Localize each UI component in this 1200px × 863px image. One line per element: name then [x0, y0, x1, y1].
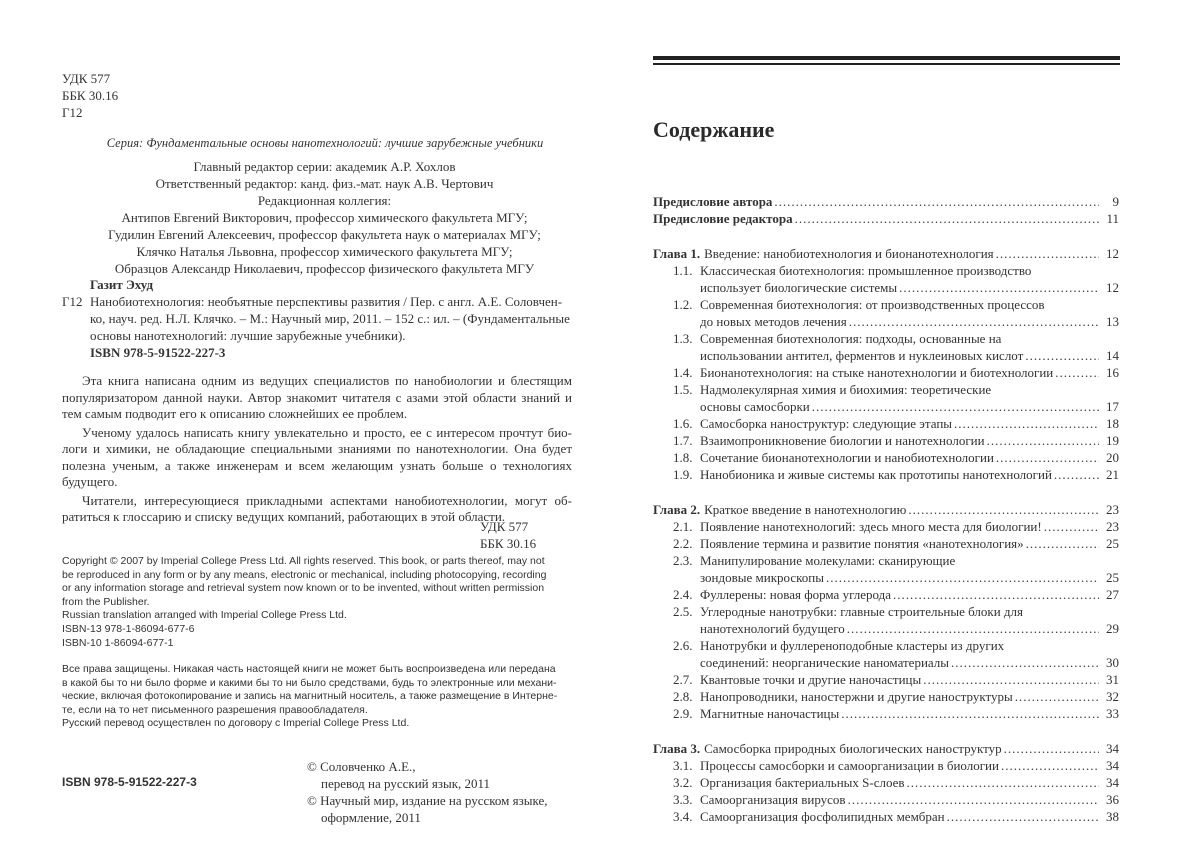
toc-leader-dots: [908, 501, 1099, 518]
toc-label: Взаимопроникновение биологии и нанотехнологии: [700, 433, 985, 448]
toc-label: Нанотрубки и фуллереноподобные кластеры из других: [700, 638, 1005, 653]
toc-preface[interactable]: [653, 193, 1119, 210]
toc-page-number: 9: [1112, 194, 1119, 209]
toc-number: 1.9.: [673, 467, 693, 482]
header-rule: [653, 56, 1120, 60]
toc-label: нанотехнологий будущего: [700, 621, 845, 636]
toc-number: 1.5.: [673, 382, 693, 397]
toc-entry[interactable]: [653, 466, 1119, 483]
toc-page-number: 34: [1106, 758, 1119, 773]
toc-page-number: 20: [1106, 450, 1119, 465]
toc-entry[interactable]: [653, 552, 1119, 569]
toc-entry[interactable]: [653, 774, 1119, 791]
udk-block: [62, 70, 118, 121]
toc-entry[interactable]: [653, 671, 1119, 688]
author-mark: Г12: [62, 105, 83, 120]
holder-line: © Соловченко А.Е.,: [307, 759, 416, 774]
toc-page-number: 25: [1106, 536, 1119, 551]
editor-line: Ответственный редактор: канд. физ.-мат. наук А.В. Чертович: [155, 176, 494, 191]
toc-entry[interactable]: [653, 603, 1119, 620]
copyright-notice: [62, 555, 572, 650]
toc-entry[interactable]: [653, 262, 1119, 279]
toc-label: Нанобионика и живые системы как прототипы нанотехнологий: [700, 467, 1052, 482]
toc-label: Углеродные нанотрубки: главные строительные блоки для: [700, 604, 1024, 619]
toc-leader-dots: [899, 279, 1099, 296]
toc-label: Современная биотехнология: от производственных процессов: [700, 297, 1045, 312]
editor-line: Антипов Евгений Викторович, профессор химического факультета МГУ;: [121, 210, 528, 225]
toc-leader-dots: [812, 398, 1099, 415]
toc-leader-dots: [1015, 688, 1099, 705]
toc-page-number: 34: [1106, 775, 1119, 790]
editor-line: Клячко Наталья Львовна, профессор химического факультета МГУ;: [136, 244, 513, 259]
rights-notice: [62, 663, 572, 731]
rights-line: ческие, включая фотокопирование и запись на магнитный носитель, а также размещение в Интерне-: [62, 690, 558, 703]
toc-label: Организация бактериальных S-слоев: [700, 775, 905, 790]
editor-line: Редакционная коллегия:: [257, 193, 392, 208]
toc-label: Классическая биотехнология: промышленное производство: [700, 263, 1032, 278]
toc-leader-dots: [996, 245, 1099, 262]
toc-entry[interactable]: [653, 347, 1119, 364]
toc-label: Бионанотехнология: на стыке нанотехнологии и биотехнологии: [700, 365, 1054, 380]
toc-page-number: 16: [1106, 365, 1119, 380]
toc-page-number: 38: [1106, 809, 1119, 824]
toc-number: Глава 1.: [653, 246, 701, 261]
rights-line: Русский перевод осуществлен по договору с Imperial College Press Ltd.: [62, 717, 410, 730]
editorial-board: [62, 158, 587, 277]
toc-number: 1.8.: [673, 450, 693, 465]
toc-number: 2.3.: [673, 553, 693, 568]
toc-entry[interactable]: [653, 518, 1119, 535]
toc-page-number: 33: [1106, 706, 1119, 721]
toc-label: использует биологические системы: [700, 280, 898, 295]
toc-label: Сочетание бионанотехнологии и нанобиотехнологии: [700, 450, 994, 465]
toc-entry[interactable]: [653, 535, 1119, 552]
toc-entry[interactable]: [653, 791, 1119, 808]
biblio-line: основы нанотехнологий: лучшие зарубежные учебники).: [90, 328, 406, 343]
toc-leader-dots: [1025, 347, 1099, 364]
toc-number: 1.1.: [673, 263, 693, 278]
rights-line: Все права защищены. Никакая часть настоящей книги не может быть воспроизведена или передана: [62, 663, 556, 675]
rights-line: в какой бы то ни было форме и какими бы то ни было средствами, будь то электронные или механи-: [62, 676, 557, 689]
toc-number: 1.2.: [673, 297, 693, 312]
holder-line: © Научный мир, издание на русском языке,: [307, 793, 548, 808]
toc-leader-dots: [893, 586, 1099, 603]
toc-label: Надмолекулярная химия и биохимия: теоретические: [700, 382, 992, 397]
toc-leader-dots: [954, 415, 1099, 432]
toc-page-number: 18: [1106, 416, 1119, 431]
toc-label: Магнитные наночастицы: [700, 706, 840, 721]
toc-entry[interactable]: [653, 637, 1119, 654]
toc-label: Появление нанотехнологий: здесь много места для биологии!: [700, 519, 1042, 534]
holder-line: перевод на русский язык, 2011: [321, 776, 491, 791]
toc-chapter[interactable]: [653, 740, 1119, 757]
toc-page-number: 23: [1106, 519, 1119, 534]
toc-page-number: 29: [1106, 621, 1119, 636]
toc-number: 3.3.: [673, 792, 693, 807]
toc-leader-dots: [849, 313, 1099, 330]
toc-entry[interactable]: [653, 620, 1119, 637]
toc-page-number: 34: [1106, 741, 1119, 756]
toc-page-number: 14: [1106, 348, 1119, 363]
editor-line: Гудилин Евгений Алексеевич, профессор факультета наук о материалах МГУ;: [108, 227, 541, 242]
toc-number: 3.4.: [673, 809, 693, 824]
toc-label: Самоорганизация вирусов: [700, 792, 846, 807]
toc-number: 1.6.: [673, 416, 693, 431]
toc-label: зондовые микроскопы: [700, 570, 824, 585]
toc-leader-dots: [907, 774, 1099, 791]
toc-label: Процессы самосборки и самоорганизации в биологии: [700, 758, 999, 773]
toc-number: 2.1.: [673, 519, 693, 534]
udk-right-block: [480, 518, 536, 552]
toc-entry[interactable]: [653, 808, 1119, 825]
toc-page-number: 36: [1106, 792, 1119, 807]
toc-entry[interactable]: [653, 279, 1119, 296]
toc-number: 2.5.: [673, 604, 693, 619]
holder-line: оформление, 2011: [321, 810, 421, 825]
series-title: Серия: Фундаментальные основы нанотехнологий: лучшие зарубежные учебники: [106, 136, 544, 150]
toc-page-number: 11: [1106, 211, 1119, 226]
toc-gap: [653, 722, 1119, 740]
toc-leader-dots: [826, 569, 1099, 586]
toc-leader-dots: [1044, 518, 1099, 535]
toc-number: 2.4.: [673, 587, 693, 602]
toc-preface[interactable]: [653, 210, 1119, 227]
toc-page-number: 19: [1106, 433, 1119, 448]
toc-gap: [653, 483, 1119, 501]
toc-leader-dots: [987, 432, 1099, 449]
editor-line: Образцов Александр Николаевич, профессор физического факультета МГУ: [114, 261, 535, 276]
toc-entry[interactable]: [653, 654, 1119, 671]
toc-leader-dots: [1001, 757, 1099, 774]
toc-entry[interactable]: [653, 330, 1119, 347]
toc-label: соединений: неорганические наноматериалы: [700, 655, 950, 670]
annotation-paragraph: Читатели, интересующиеся прикладными аспектами нанобиотехнологии, могут об-ратиться к глоссарию и списку ведущих компаний, работающих в этой области.: [62, 492, 572, 524]
toc-leader-dots: [774, 193, 1099, 210]
toc-number: 1.7.: [673, 433, 693, 448]
toc-label: Квантовые точки и другие наночастицы: [700, 672, 922, 687]
toc-chapter[interactable]: [653, 245, 1119, 262]
toc-entry[interactable]: [653, 757, 1119, 774]
toc-chapter[interactable]: [653, 501, 1119, 518]
right-page: [600, 0, 1200, 863]
toc-label: Введение: нанобиотехнология и бионанотехнология: [704, 246, 994, 261]
copyright-line: be reproduced in any form or by any means, electronic or mechanical, including photocopying, recording: [62, 568, 547, 581]
toc-entry[interactable]: [653, 586, 1119, 603]
copyright-line: ISBN-10 1-86094-677-1: [62, 636, 174, 649]
toc-label: Самосборка наноструктур: следующие этапы: [700, 416, 953, 431]
toc-page-number: 17: [1106, 399, 1119, 414]
bbk-line: ББК 30.16: [480, 536, 537, 551]
toc-entry[interactable]: [653, 415, 1119, 432]
editor-line: Главный редактор серии: академик А.Р. Хохлов: [193, 159, 456, 174]
toc-entry[interactable]: [653, 313, 1119, 330]
toc-number: 2.6.: [673, 638, 693, 653]
toc-number: 2.2.: [673, 536, 693, 551]
biblio-line: Нанобиотехнология: необъятные перспективы развития / Пер. с англ. А.Е. Соловчен-: [90, 294, 563, 309]
toc-page-number: 31: [1106, 672, 1119, 687]
toc-label: Самосборка природных биологических наноструктур: [704, 741, 1002, 756]
toc-label: Нанопроводники, наностержни и другие наноструктуры: [700, 689, 1013, 704]
table-of-contents: [653, 193, 1119, 825]
toc-number: Глава 3.: [653, 741, 701, 756]
udk-line: УДК 577: [480, 519, 529, 534]
toc-entry[interactable]: [653, 688, 1119, 705]
toc-leader-dots: [947, 808, 1099, 825]
toc-label: Современная биотехнология: подходы, основанные на: [700, 331, 1002, 346]
bbk-line: ББК 30.16: [62, 88, 119, 103]
copyright-line: or any information storage and retrieval system now known or to be invented, without written permission: [62, 582, 545, 595]
toc-entry[interactable]: [653, 449, 1119, 466]
udk-line: УДК 577: [62, 71, 111, 86]
toc-label: основы самосборки: [700, 399, 810, 414]
toc-leader-dots: [841, 705, 1099, 722]
toc-number: Глава 2.: [653, 502, 701, 517]
toc-page-number: 27: [1106, 587, 1119, 602]
copyright-line: from the Publisher.: [62, 595, 150, 608]
isbn-bottom: ISBN 978-5-91522-227-3: [62, 775, 197, 789]
bibliographic-entry: [62, 276, 572, 361]
toc-leader-dots: [1055, 364, 1099, 381]
toc-leader-dots: [1026, 535, 1099, 552]
toc-gap: [653, 227, 1119, 245]
toc-number: 2.9.: [673, 706, 693, 721]
toc-entry[interactable]: [653, 381, 1119, 398]
toc-page-number: 23: [1106, 502, 1119, 517]
toc-number: 1.4.: [673, 365, 693, 380]
toc-leader-dots: [795, 210, 1099, 227]
toc-number: 3.1.: [673, 758, 693, 773]
toc-page-number: 32: [1106, 689, 1119, 704]
rights-line: те, если на то нет письменного разрешения правообладателя.: [62, 703, 368, 716]
toc-page-number: 12: [1106, 280, 1119, 295]
toc-page-number: 21: [1106, 467, 1119, 482]
toc-leader-dots: [848, 791, 1099, 808]
toc-leader-dots: [923, 671, 1099, 688]
toc-label: Фуллерены: новая форма углерода: [700, 587, 892, 602]
isbn: ISBN 978-5-91522-227-3: [90, 345, 226, 360]
copyright-line: Russian translation arranged with Imperial College Press Ltd.: [62, 609, 347, 622]
toc-label: до новых методов лечения: [700, 314, 847, 329]
copyright-line: ISBN-13 978-1-86094-677-6: [62, 622, 195, 635]
toc-label: Самоорганизация фосфолипидных мембран: [700, 809, 945, 824]
copyright-line: Copyright © 2007 by Imperial College Press Ltd. All rights reserved. This book, or parts thereof, may not: [62, 555, 545, 567]
toc-number: 1.3.: [673, 331, 693, 346]
header-rule-thin: [653, 63, 1120, 65]
annotation-paragraph: Ученому удалось написать книгу увлекательно и просто, ее с интересом прочтут био-логи и химики, не обладающие специальными знаниями по нанотехнологии. Она будет полезна ученым, а также инженерам и всем желающим узнать больше о технологиях будущего.: [62, 424, 572, 489]
toc-leader-dots: [951, 654, 1099, 671]
biblio-code: Г12: [62, 294, 83, 309]
toc-leader-dots: [996, 449, 1099, 466]
toc-label: Появление термина и развитие понятия «нанотехнология»: [700, 536, 1024, 551]
toc-number: 3.2.: [673, 775, 693, 790]
toc-entry[interactable]: [653, 432, 1119, 449]
toc-leader-dots: [847, 620, 1099, 637]
toc-page-number: 12: [1106, 246, 1119, 261]
copyright-holders: [307, 758, 548, 826]
biblio-line: ко, науч. ред. Н.Л. Клячко. – М.: Научный мир, 2011. – 152 с.: ил. – (Фундаментальные: [90, 311, 570, 326]
toc-label: Манипулирование молекулами: сканирующие: [700, 553, 956, 568]
annotation-paragraph: Эта книга написана одним из ведущих специалистов по нанобиологии и блестящим популяризатором данной науки. Автор знакомит читателя с азами этой области знаний и тем самым подводит его к описанию сложнейших ее проблем.: [62, 373, 572, 421]
toc-label: Предисловие автора: [653, 194, 773, 209]
toc-leader-dots: [1054, 466, 1099, 483]
toc-label: Краткое введение в нанотехнологию: [704, 502, 907, 517]
toc-page-number: 13: [1106, 314, 1119, 329]
toc-number: 2.7.: [673, 672, 693, 687]
toc-entry[interactable]: [653, 705, 1119, 722]
toc-label: Предисловие редактора: [653, 211, 793, 226]
toc-entry[interactable]: [653, 364, 1119, 381]
toc-page-number: 30: [1106, 655, 1119, 670]
toc-page-number: 25: [1106, 570, 1119, 585]
toc-label: использовании антител, ферментов и нуклеиновых кислот: [700, 348, 1024, 363]
toc-entry[interactable]: [653, 398, 1119, 415]
toc-title: Содержание: [653, 117, 775, 142]
toc-entry[interactable]: [653, 569, 1119, 586]
toc-entry[interactable]: [653, 296, 1119, 313]
author-name: Газит Эхуд: [90, 277, 154, 292]
toc-leader-dots: [1004, 740, 1099, 757]
annotation: [62, 373, 572, 528]
toc-number: 2.8.: [673, 689, 693, 704]
